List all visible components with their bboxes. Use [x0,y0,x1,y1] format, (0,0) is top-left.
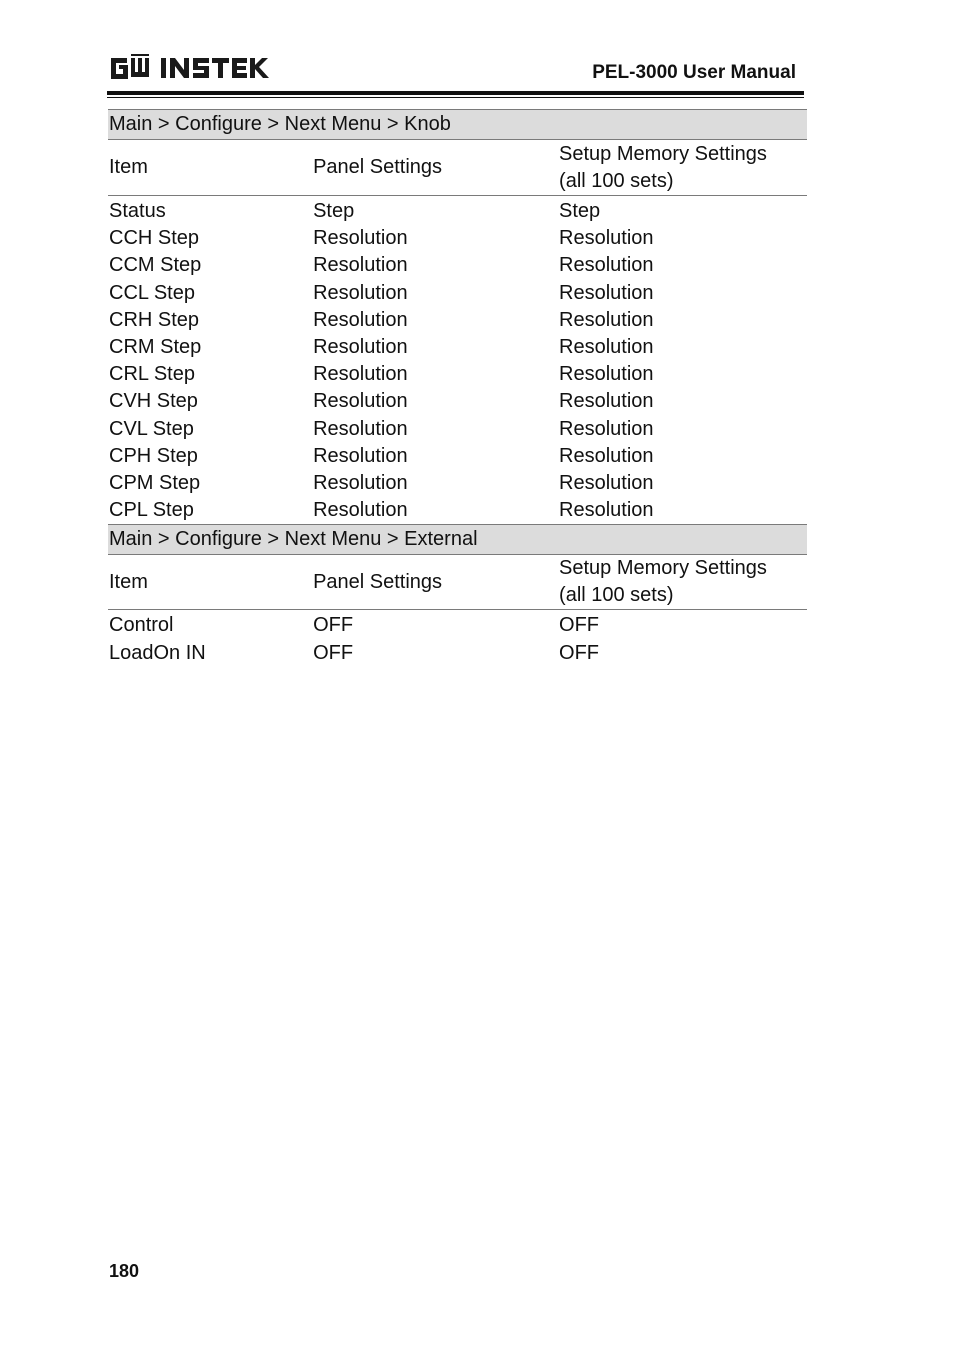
column-header-setup-memory-line1: Setup Memory Settings [559,557,767,580]
cell-panel: Resolution [313,308,408,331]
table-row [108,225,807,252]
cell-item: CCL Step [109,281,195,304]
cell-item: CPM Step [109,471,201,494]
column-header-setup-memory [558,555,807,610]
cell-item: CVL Step [109,417,194,440]
section-title: Main > Configure > Next Menu > Knob [108,110,807,140]
table-row [108,388,807,415]
cell-memory: Resolution [559,363,654,386]
cell-panel: Resolution [313,417,408,440]
column-header-row [108,555,807,610]
header-rule-thin [107,97,804,98]
gw-instek-logo [109,54,279,82]
cell-item: CRL Step [109,363,195,386]
cell-memory: Resolution [559,336,654,359]
cell-memory: OFF [559,641,600,664]
column-header-setup-memory-line2: (all 100 sets) [559,584,674,607]
cell-memory: Resolution [559,471,654,494]
column-header-setup-memory-line2: (all 100 sets) [559,169,674,192]
table-row [108,610,807,640]
cell-item: CCH Step [109,227,200,250]
column-header-setup-memory [558,140,807,196]
cell-memory: OFF [559,614,600,637]
cell-panel: OFF [313,614,354,637]
cell-memory: Resolution [559,444,654,467]
cell-panel: Resolution [313,254,408,277]
cell-memory: Resolution [559,308,654,331]
cell-panel: Resolution [313,363,408,386]
cell-panel: Resolution [313,444,408,467]
cell-panel: OFF [313,641,354,664]
cell-panel: Resolution [313,471,408,494]
column-header-item: Item [108,140,312,196]
cell-panel: Resolution [313,227,408,250]
page-number: 180 [109,1261,140,1281]
cell-memory: Step [559,200,601,223]
cell-memory: Resolution [559,417,654,440]
document-title: PEL-3000 User Manual [592,62,796,83]
column-header-item: Item [108,555,312,610]
section-title: Main > Configure > Next Menu > External [108,525,807,555]
table-row [108,280,807,307]
cell-item: CCM Step [109,254,202,277]
cell-item: Status [109,200,166,223]
cell-memory: Resolution [559,227,654,250]
column-header-setup-memory-line1: Setup Memory Settings [559,142,767,165]
cell-item: CRM Step [109,336,202,359]
cell-memory: Resolution [559,390,654,413]
cell-item: CPH Step [109,444,198,467]
cell-item: Control [109,614,174,637]
cell-memory: Resolution [559,254,654,277]
cell-item: CRH Step [109,308,200,331]
table-row [108,334,807,361]
cell-panel: Resolution [313,281,408,304]
section-header-external [108,525,807,555]
cell-memory: Resolution [559,281,654,304]
table-row [108,361,807,388]
cell-panel: Resolution [313,336,408,359]
table-row [108,639,807,666]
settings-table [108,109,807,667]
header-rule-thick [107,91,804,95]
column-header-row [108,140,807,196]
cell-panel: Step [313,200,355,223]
table-row [108,497,807,525]
cell-memory: Resolution [559,499,654,522]
cell-item: LoadOn IN [109,641,206,664]
table-row [108,416,807,443]
gw-instek-logo-mark [109,54,279,82]
table-row [108,443,807,470]
cell-panel: Resolution [313,390,408,413]
table-row [108,470,807,497]
column-header-panel-settings: Panel Settings [312,140,558,196]
table-row [108,252,807,279]
column-header-panel-settings: Panel Settings [312,555,558,610]
table-row [108,196,807,226]
cell-panel: Resolution [313,499,408,522]
cell-item: CVH Step [109,390,198,413]
cell-item: CPL Step [109,499,194,522]
section-header-knob [108,110,807,140]
table-row [108,307,807,334]
